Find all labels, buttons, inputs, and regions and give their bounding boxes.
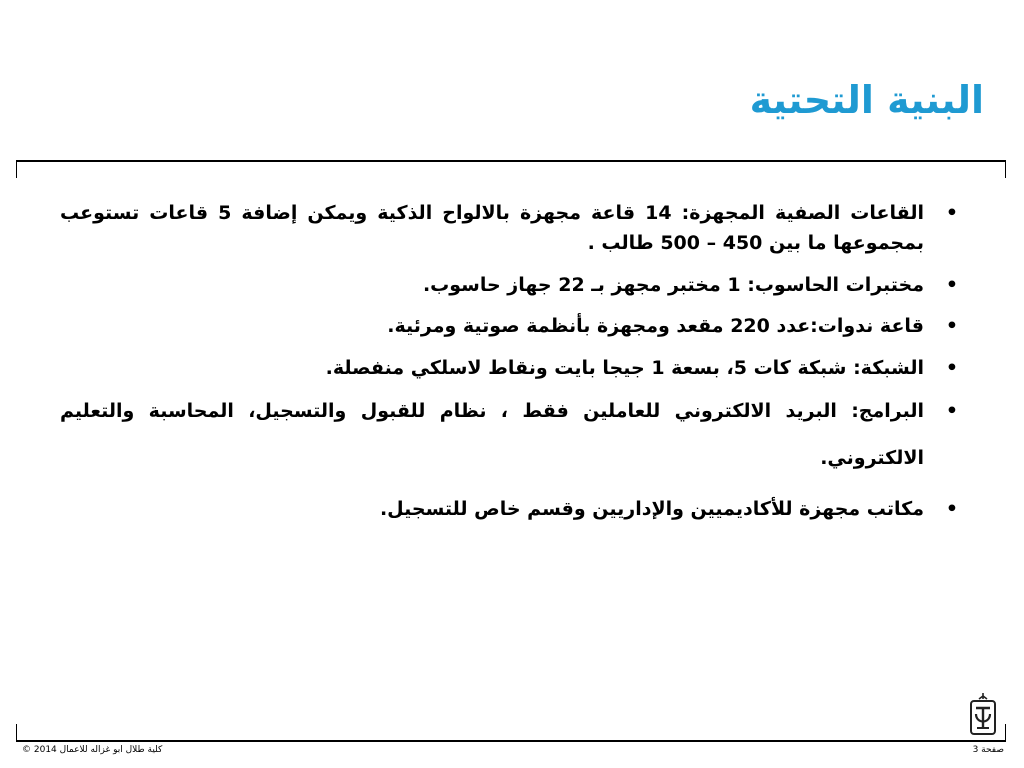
bullet-list: [60, 198, 962, 535]
footer-page-number: صفحة 3: [972, 745, 1004, 755]
tag-logo-icon: [968, 692, 998, 736]
list-item-text: القاعات الصفية المجهزة: 14 قاعة مجهزة بالالواح الذكية ويمكن إضافة 5 قاعات تستوعب بمجموعها ما بين 450 – 500 طالب .: [60, 202, 924, 255]
top-divider: [16, 160, 1006, 178]
list-item: [60, 198, 962, 259]
bullet-marker: •: [945, 315, 959, 338]
list-item: [60, 311, 962, 341]
list-item: [60, 388, 962, 483]
bullet-marker: •: [945, 497, 959, 520]
list-item-text: البرامج: البريد الالكتروني للعاملين فقط ، نظام للقبول والتسجيل، المحاسبة والتعليم الالكتروني.: [60, 399, 924, 470]
list-item-text: مختبرات الحاسوب: 1 مختبر مجهز بـ 22 جهاز حاسوب.: [422, 273, 924, 296]
list-item: [60, 494, 962, 524]
list-item: [60, 353, 962, 383]
list-item: [60, 270, 962, 300]
list-item-text: قاعة ندوات:عدد 220 مقعد ومجهزة بأنظمة صوتية ومرئية.: [387, 315, 924, 338]
slide-title: البنية التحتية: [749, 78, 984, 122]
bullet-marker: •: [945, 399, 959, 422]
bullet-marker: •: [945, 356, 959, 379]
bullet-marker: •: [945, 202, 959, 224]
list-item-text: الشبكة: شبكة كات 5، بسعة 1 جيجا بايت ونقاط لاسلكي منفصلة.: [325, 356, 924, 379]
footer-copyright: كلية طلال ابو غزاله للاعمال 2014 ©: [22, 745, 163, 755]
bottom-divider: [16, 724, 1006, 742]
bullet-marker: •: [945, 273, 959, 296]
list-item-text: مكاتب مجهزة للأكاديميين والإداريين وقسم خاص للتسجيل.: [379, 497, 924, 520]
